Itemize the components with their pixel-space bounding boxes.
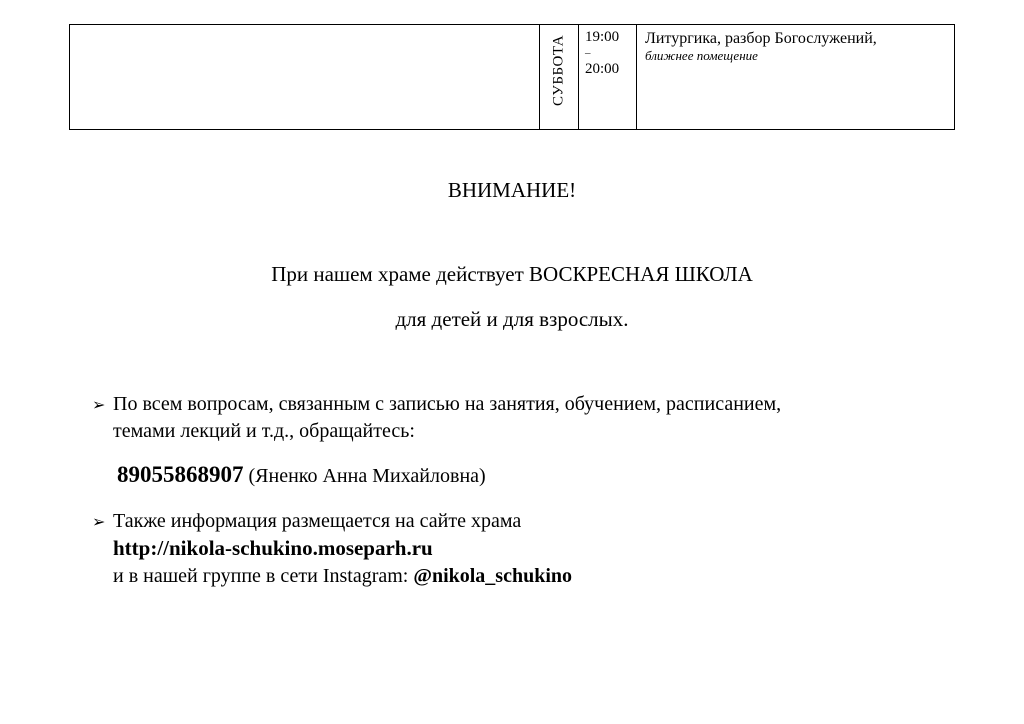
contact-bullet-1-second-line: темами лекций и т.д., обращайтесь: bbox=[113, 420, 415, 442]
attention-heading: ВНИМАНИЕ! bbox=[447, 178, 577, 202]
schedule-time-dash: – bbox=[585, 47, 591, 59]
schedule-subject-cell bbox=[637, 25, 955, 130]
contact-bullet-1 bbox=[92, 391, 781, 445]
notice-line-1: При нашем храме действует ВОСКРЕСНАЯ ШКОЛА bbox=[271, 262, 753, 286]
phone-line bbox=[117, 462, 486, 488]
phone-number: 89055868907 bbox=[117, 462, 244, 487]
instagram-prefix: и в нашей группе в сети Instagram: bbox=[113, 565, 409, 587]
site-url-line bbox=[92, 535, 572, 563]
contact-bullet-1-text: По всем вопросам, связанным с записью на занятия, обучением, расписанием, bbox=[113, 393, 782, 415]
schedule-day: СУББОТА bbox=[550, 34, 567, 106]
schedule-time-start: 19:00 bbox=[585, 29, 620, 45]
schedule-subject-title: Литургика, разбор Богослужений, bbox=[645, 30, 877, 47]
contact-bullet-2 bbox=[92, 508, 572, 590]
notice-line-2: для детей и для взрослых. bbox=[395, 307, 629, 331]
instagram-line bbox=[92, 563, 572, 590]
contact-bullet-2-first-line bbox=[92, 508, 572, 535]
schedule-table bbox=[69, 24, 955, 130]
schedule-blank-cell bbox=[70, 25, 540, 130]
schedule-time-end: 20:00 bbox=[585, 61, 620, 77]
schedule-time-cell bbox=[579, 25, 637, 130]
arrow-bullet-icon: ➢ bbox=[92, 395, 106, 414]
site-url: http://nikola-schukino.moseparh.ru bbox=[113, 536, 433, 560]
schedule-subject-note: ближнее помещение bbox=[645, 48, 758, 63]
schedule-day-cell bbox=[540, 25, 579, 130]
contact-bullet-2-text: Также информация размещается на сайте храма bbox=[113, 510, 522, 532]
instagram-handle: @nikola_schukino bbox=[413, 565, 573, 587]
schedule-row bbox=[70, 25, 955, 130]
phone-person: (Яненко Анна Михайловна) bbox=[248, 465, 486, 487]
arrow-bullet-icon: ➢ bbox=[92, 512, 106, 531]
contact-bullet-1-first-line bbox=[92, 391, 781, 418]
